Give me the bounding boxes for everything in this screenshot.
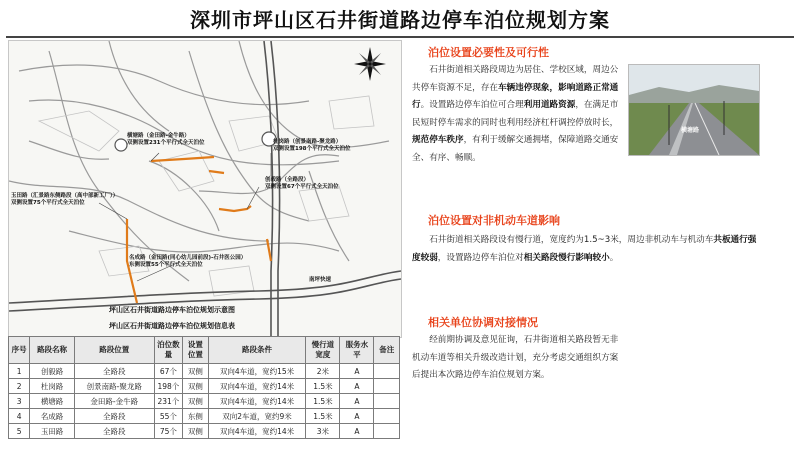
map-drawing bbox=[9, 41, 401, 337]
table-row bbox=[9, 424, 400, 439]
col-header: 泊位数量 bbox=[154, 337, 183, 364]
table-cell: 全路段 bbox=[74, 424, 154, 439]
table-cell bbox=[374, 379, 400, 394]
road-photo bbox=[628, 64, 760, 156]
section-text-run: 共板通行强度较弱 bbox=[412, 235, 757, 263]
table-cell: 玉田路 bbox=[30, 424, 75, 439]
section-text-necessity bbox=[412, 62, 624, 167]
table-row bbox=[9, 364, 400, 379]
map-label-hengtang: 横塘路（金田路-金牛路） 双侧设置231个平行式全天泊位 bbox=[127, 133, 205, 146]
table-cell: 双向4车道，宽约14米 bbox=[208, 379, 306, 394]
section-heading-coordination: 相关单位协调对接情况 bbox=[428, 316, 538, 329]
col-header: 路段位置 bbox=[74, 337, 154, 364]
table-cell: 双向4车道，宽约14米 bbox=[208, 394, 306, 409]
table-cell: 创景南路-聚龙路 bbox=[74, 379, 154, 394]
table-cell: 双向4车道，宽约15米 bbox=[208, 364, 306, 379]
table-cell: 1.5米 bbox=[306, 409, 340, 424]
map-caption: 坪山区石井街道路边停车泊位规划示意图 bbox=[109, 306, 235, 314]
table-cell: 67个 bbox=[154, 364, 183, 379]
table-cell: 1.5米 bbox=[306, 394, 340, 409]
table-cell: 5 bbox=[9, 424, 30, 439]
table-cell: A bbox=[340, 394, 374, 409]
table-cell: 双侧 bbox=[183, 364, 209, 379]
table-cell: 东侧 bbox=[183, 409, 209, 424]
table-cell: 全路段 bbox=[74, 364, 154, 379]
table-cell: A bbox=[340, 379, 374, 394]
col-header: 设置位置 bbox=[183, 337, 209, 364]
table-cell bbox=[374, 364, 400, 379]
compass-icon bbox=[353, 46, 387, 82]
page-title: 深圳市坪山区石井街道路边停车泊位规划方案 bbox=[190, 7, 610, 32]
section-text-run: 规范停车秩序 bbox=[412, 135, 464, 145]
section-text-run: 。设置路边停车泊位可合理 bbox=[420, 100, 524, 110]
table-cell: A bbox=[340, 424, 374, 439]
table-cell: 2米 bbox=[306, 364, 340, 379]
section-text-run: ，设置路边停车泊位对 bbox=[437, 252, 524, 263]
col-header: 备注 bbox=[374, 337, 400, 364]
section-text-run: 车辆违停现象，影响道路正常通行 bbox=[412, 82, 619, 110]
table-cell bbox=[374, 394, 400, 409]
table-cell: 75个 bbox=[154, 424, 183, 439]
section-text-run: 石井街道相关路段设有慢行道，宽度约为1.5~3米，周边非机动车与机动车 bbox=[429, 235, 714, 245]
table-cell: 231个 bbox=[154, 394, 183, 409]
section-text-run: 经前期协调及意见征询，石井街道相关路段暂无非机动车道等相关升级改造计划，充分考虑交通组织方案后提出本次路边停车泊位规划方案。 bbox=[412, 335, 619, 380]
section-text-run: 石井街道相关路段周边为居住、学校区域，周边公共停车资源不足，存在 bbox=[412, 65, 619, 93]
map-label-chuangyi: 创毅路（全路段） 双侧设置67个平行式全天泊位 bbox=[265, 177, 339, 190]
table-cell: 4 bbox=[9, 409, 30, 424]
col-header: 慢行道宽度 bbox=[306, 337, 340, 364]
section-text-run: 利用道路资源 bbox=[523, 100, 576, 110]
col-header: 序号 bbox=[9, 337, 30, 364]
table-cell: 金田路-金牛路 bbox=[74, 394, 154, 409]
table-cell: 2 bbox=[9, 379, 30, 394]
map-label-mingcheng: 名成路（金田路(同心幼儿园前段)-石井医公园） 东侧设置55个平行式全天泊位 bbox=[129, 255, 247, 268]
section-text-run: 的同时也利用经济杠杆调控停放时长， bbox=[472, 117, 619, 128]
table-row bbox=[9, 379, 400, 394]
table-cell: 双侧 bbox=[183, 379, 209, 394]
table-cell bbox=[374, 409, 400, 424]
photo-label: 横塘路 bbox=[681, 127, 700, 134]
table-cell: 55个 bbox=[154, 409, 183, 424]
table-cell: 横塘路 bbox=[30, 394, 75, 409]
map-label-yutian: 玉田路（汇景路东侧路段（高中部新工厂）） 双侧设置75个平行式全天泊位 bbox=[11, 193, 119, 206]
table-cell: 1.5米 bbox=[306, 379, 340, 394]
table-cell: 双向4车道，宽约14米 bbox=[208, 424, 306, 439]
table-row bbox=[9, 394, 400, 409]
section-text-coordination bbox=[412, 332, 622, 385]
info-table bbox=[8, 336, 400, 439]
section-text-run: ，在满足市民短时停车需求 bbox=[412, 100, 619, 128]
section-text-run: 。 bbox=[609, 252, 619, 263]
title-divider bbox=[6, 36, 794, 38]
map-label-road: 南坪快速 bbox=[309, 277, 332, 283]
table-cell: 双侧 bbox=[183, 394, 209, 409]
col-header: 路段条件 bbox=[208, 337, 306, 364]
table-header-row bbox=[9, 337, 400, 364]
table-cell: 198个 bbox=[154, 379, 183, 394]
col-header: 服务水平 bbox=[340, 337, 374, 364]
section-text-impact bbox=[412, 232, 764, 267]
table-cell: A bbox=[340, 364, 374, 379]
table-row bbox=[9, 409, 400, 424]
title-bar bbox=[0, 0, 800, 36]
table-cell: 全路段 bbox=[74, 409, 154, 424]
section-heading-necessity: 泊位设置必要性及可行性 bbox=[428, 46, 549, 59]
table-cell: 3 bbox=[9, 394, 30, 409]
col-header: 路段名称 bbox=[30, 337, 75, 364]
map-label-dugang: 杜岗路（创景南路-聚龙路） 双侧设置198个平行式全天泊位 bbox=[273, 139, 351, 152]
planning-map bbox=[8, 40, 402, 338]
table-cell: 创毅路 bbox=[30, 364, 75, 379]
section-text-run: ，有利于缓解交通拥堵，保障道路交通安全、有序、畅顺。 bbox=[412, 135, 619, 163]
table-cell bbox=[374, 424, 400, 439]
table-cell: A bbox=[340, 409, 374, 424]
table-cell: 3米 bbox=[306, 424, 340, 439]
table-caption: 坪山区石井街道路边停车泊位规划信息表 bbox=[109, 322, 235, 330]
table-cell: 1 bbox=[9, 364, 30, 379]
table-cell: 名成路 bbox=[30, 409, 75, 424]
table-cell: 双向2车道，宽约9米 bbox=[208, 409, 306, 424]
table-cell: 杜岗路 bbox=[30, 379, 75, 394]
section-heading-impact: 泊位设置对非机动车道影响 bbox=[428, 214, 560, 227]
table-cell: 双侧 bbox=[183, 424, 209, 439]
section-text-run: 相关路段慢行影响较小 bbox=[523, 252, 610, 263]
